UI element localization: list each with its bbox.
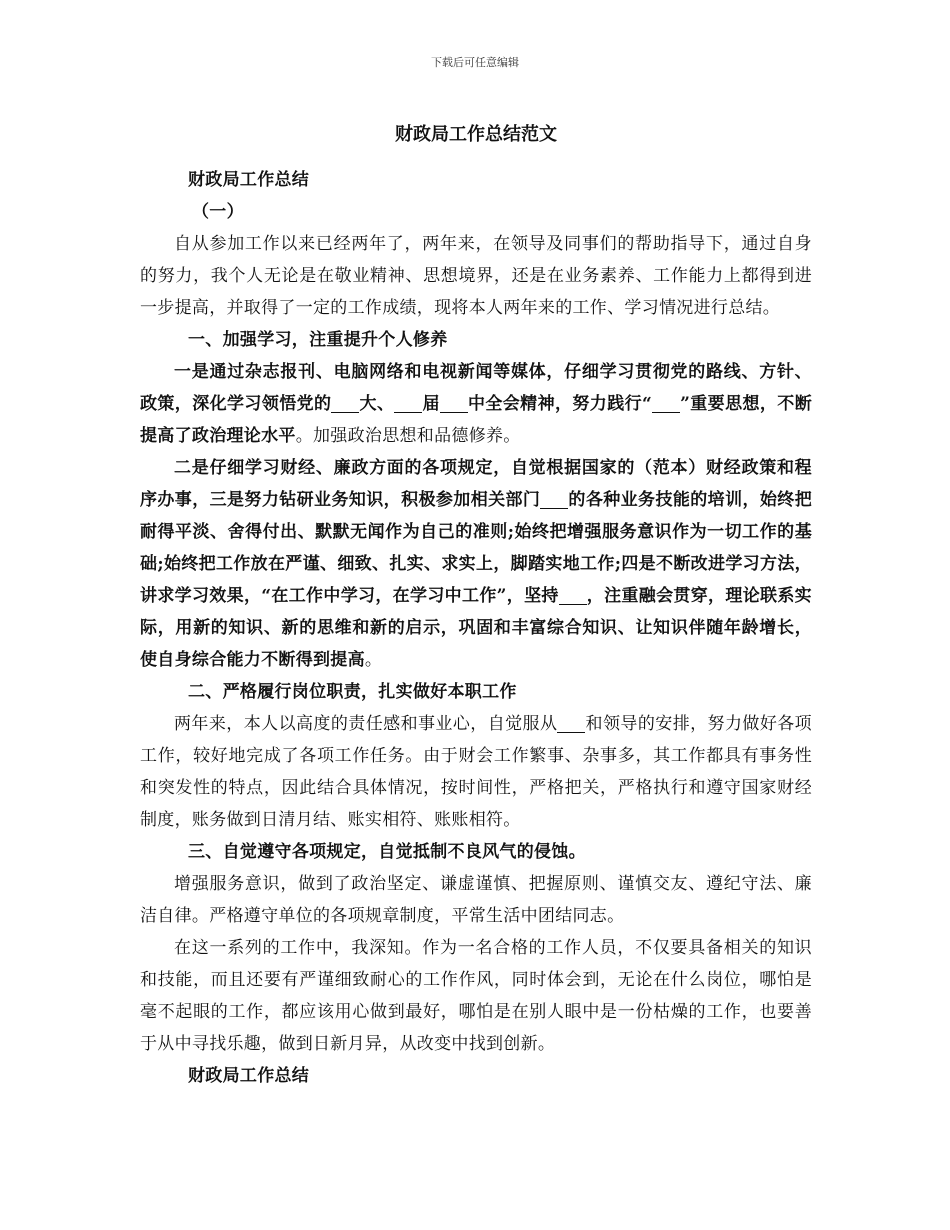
paragraph-duties-text-b: 和领导的安排，努力做好各项工作，较好地完成了各项工作任务。由于财会工作繁事、杂事多，其工作都具有事务性和突发性的特点，因此结合具体情况，按时间性，严格把关，严格执行和遵守国家财经制度，账务做到日清月结、账实相符、账账相符。: [140, 714, 812, 830]
blank-line: [331, 394, 359, 413]
footer-heading: 财政局工作总结: [188, 1066, 310, 1086]
paragraph-study-text-c: 届: [422, 394, 440, 414]
paragraph-service: 增强服务意识，做到了政治坚定、谦虚谨慎、把握原则、谨慎交友、遵纪守法、廉洁自律。严格遵守单位的各项规章制度，平常生活中团结同志。: [140, 874, 812, 926]
paragraph-duties-text-a: 两年来，本人以高度的责任感和事业心，自觉服从: [174, 714, 558, 734]
paragraph-study-text-d: 中全会精神，努力践行“: [467, 394, 653, 414]
paragraph-regulations-text-b: 的各种业务技能的培训，始终把耐得平淡、舍得付出、默默无闻作为自己的准则;始终把增强服务意识作为一切工作的基础;始终把工作放在严谨、细致、扎实、求实上，脚踏实地工作;四是不断改进学习方法，讲求学习效果，“在工作中学习，在学习中工作”，坚持: [140, 490, 812, 606]
paragraph-intro: 自从参加工作以来已经两年了，两年来，在领导及同事们的帮助指导下，通过自身的努力，我个人无论是在敬业精神、思想境界，还是在业务素养、工作能力上都得到进一步提高，并取得了一定的工作成绩，现将本人两年来的工作、学习情况进行总结。: [140, 234, 812, 318]
paragraph-regulations-text-a: 二是仔细学习财经、廉政方面的各项规定，自觉根据国家的（范本）财经政策和程序办事，三是努力钻研业务知识，积极参加相关部门: [140, 458, 812, 510]
paragraph-reflection: 在这一系列的工作中，我深知。作为一名合格的工作人员，不仅要具备相关的知识和技能，而且还要有严谨细致耐心的工作作风，同时体会到，无论在什么岗位，哪怕是毫不起眼的工作，都应该用心做到最好，哪怕是在别人眼中是一份枯燥的工作，也要善于从中寻找乐趣，做到日新月异，从改变中找到创新。: [140, 938, 812, 1054]
paragraph-study: [140, 356, 812, 452]
blank-line: [394, 394, 422, 413]
section-mark: （一）: [192, 202, 244, 222]
paragraph-study-text-e: ”重要思想，不断提高了政治理论水平: [140, 394, 812, 446]
heading-1: 一、加强学习，注重提升个人修养: [188, 330, 448, 350]
header-note: 下载后可任意编辑: [431, 56, 519, 69]
paragraph-regulations: [140, 452, 812, 676]
heading-2: 二、严格履行岗位职责，扎实做好本职工作: [188, 682, 517, 702]
paragraph-regulations-text-c: ，注重融会贯穿，理论联系实际，用新的知识、新的思维和新的启示，巩固和丰富综合知识、让知识伴随年龄增长，使自身综合能力不断得到提高: [140, 586, 812, 670]
blank-line: [559, 586, 587, 605]
blank-line: [652, 394, 680, 413]
section-subtitle: 财政局工作总结: [188, 170, 310, 190]
document-title: 财政局工作总结范文: [395, 124, 557, 145]
paragraph-study-text-b: 大、: [359, 394, 395, 414]
blank-line: [557, 714, 585, 733]
paragraph-study-text-a: 一是通过杂志报刊、电脑网络和电视新闻等媒体，仔细学习贯彻党的路线、方针、政策，深化学习领悟党的: [140, 362, 812, 414]
document-body: [140, 120, 812, 1092]
blank-line: [440, 394, 468, 413]
blank-line: [540, 490, 568, 509]
heading-3: 三、自觉遵守各项规定，自觉抵制不良风气的侵蚀。: [188, 842, 586, 862]
paragraph-duties: [140, 708, 812, 836]
paragraph-regulations-text-d: 。: [364, 650, 383, 670]
paragraph-study-text-f: 。加强政治思想和品德修养。: [295, 426, 521, 446]
